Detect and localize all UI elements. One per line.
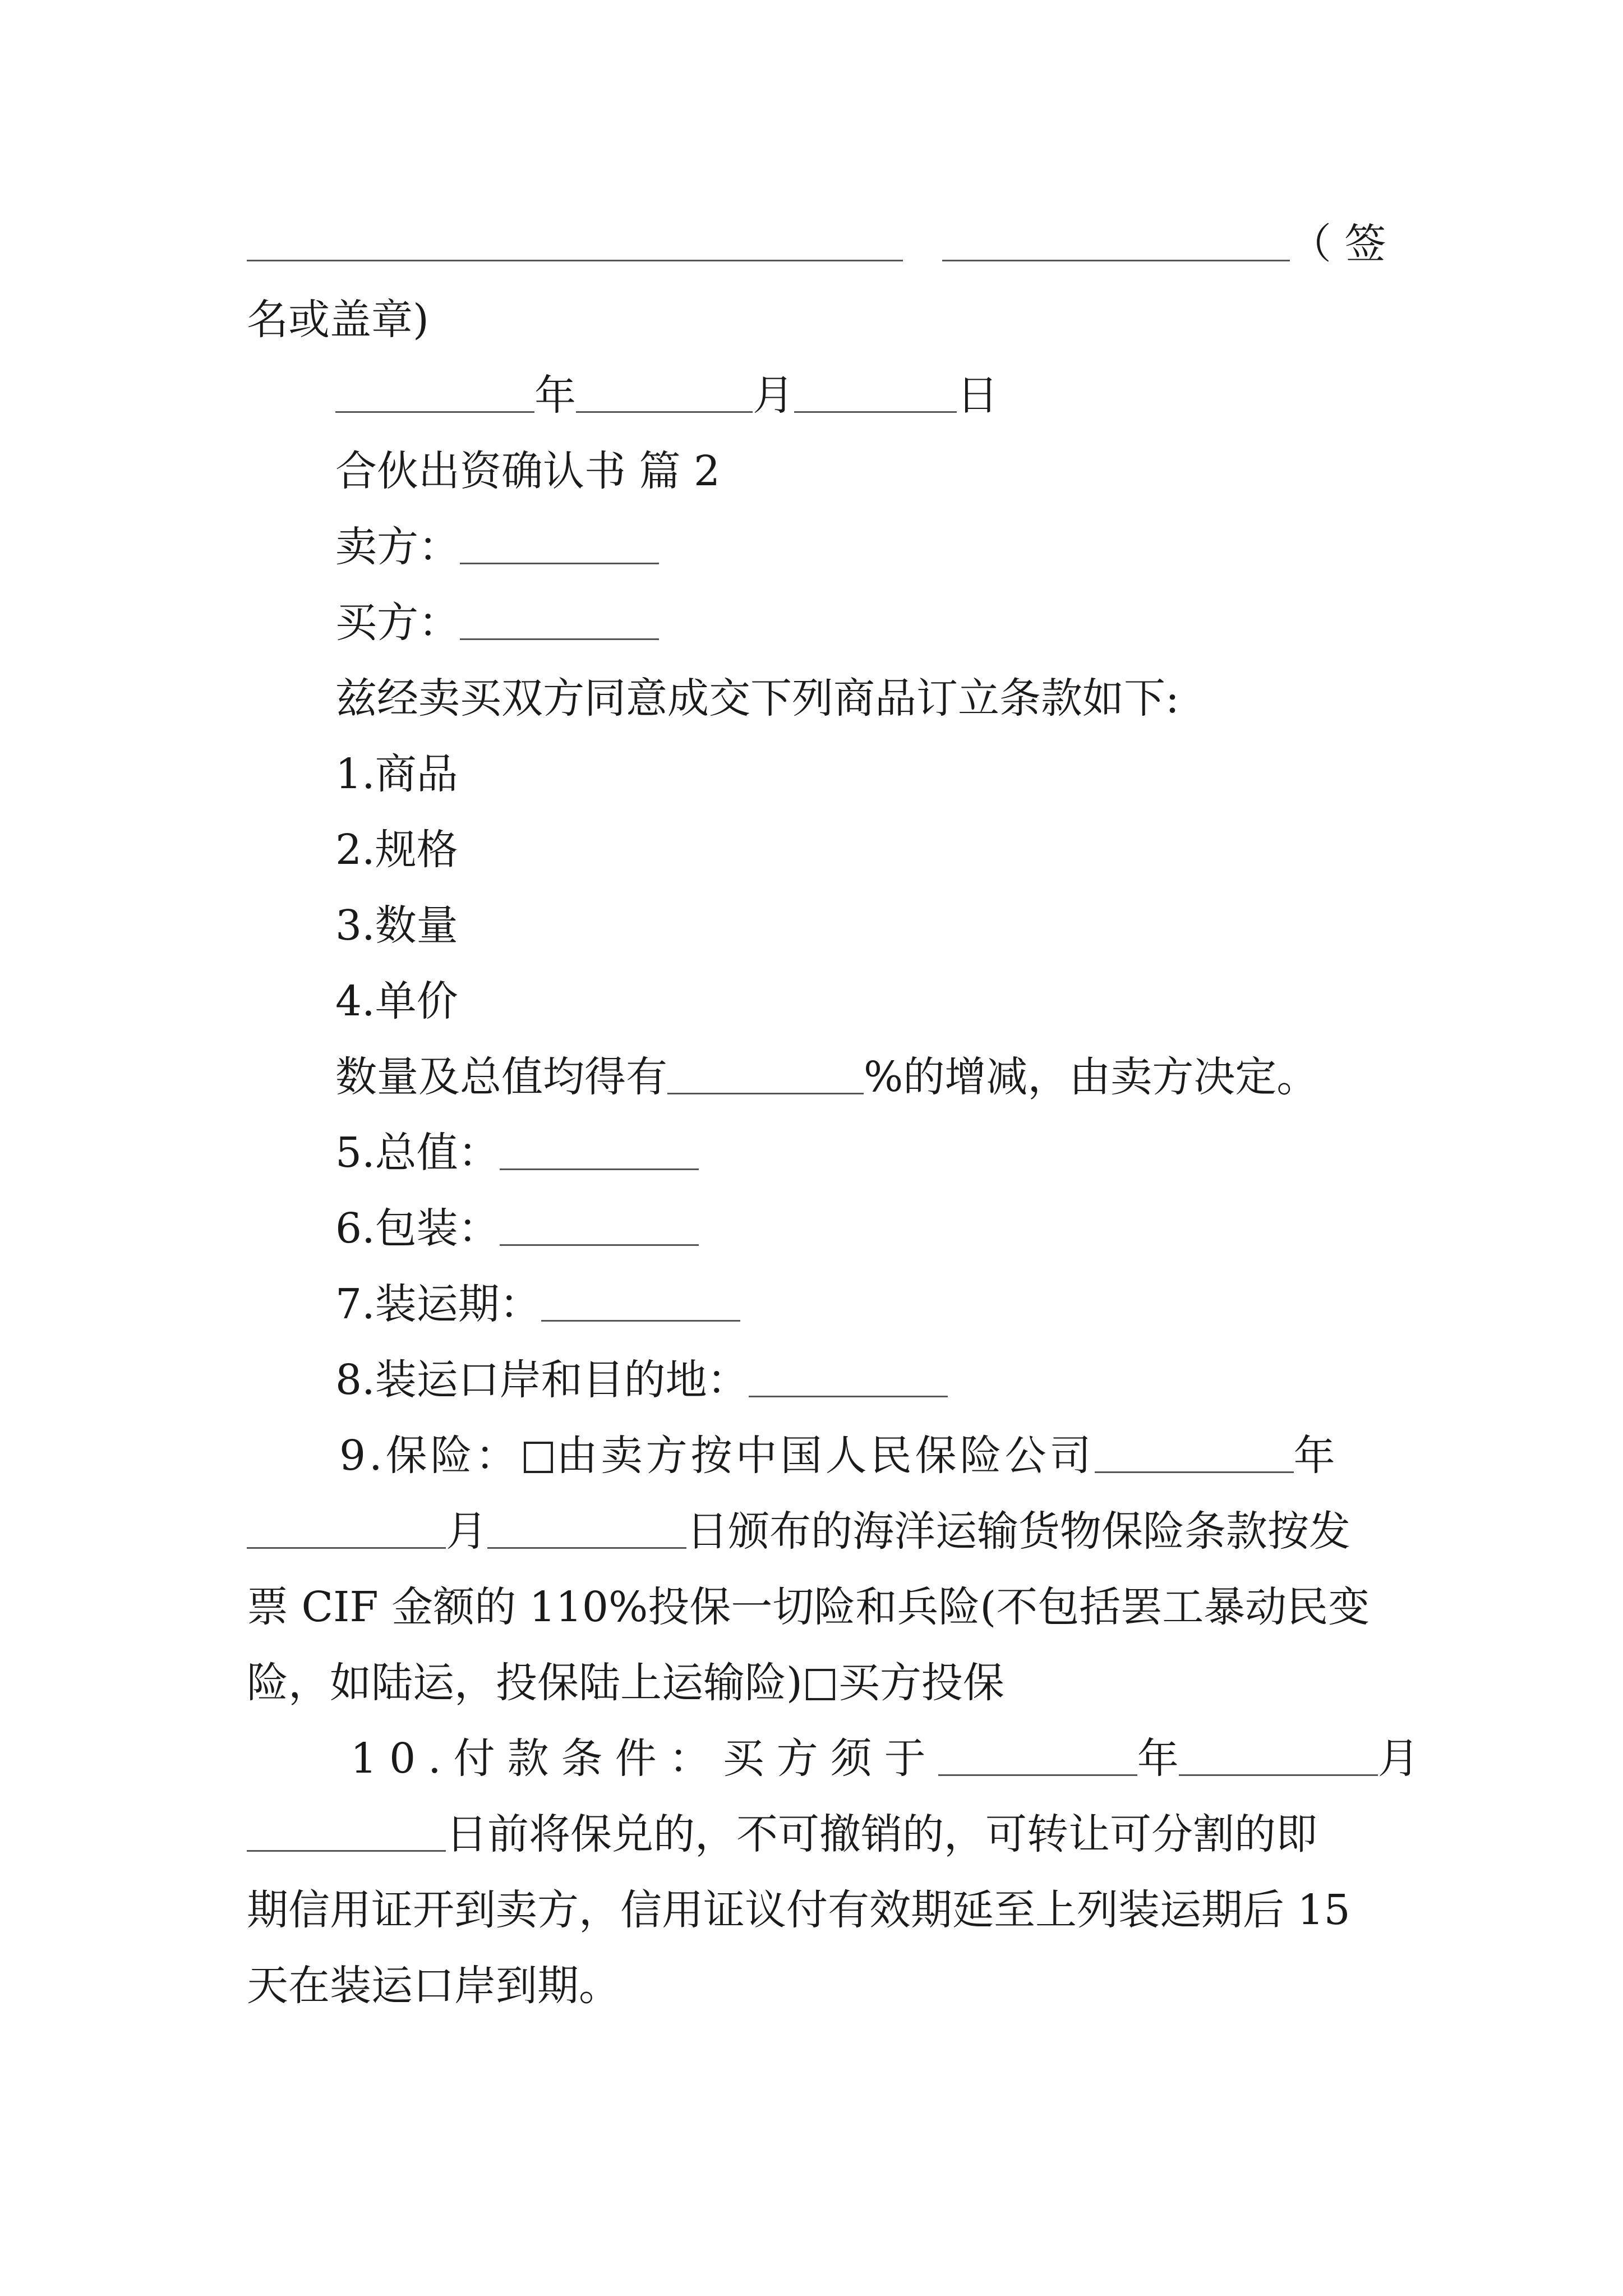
payment-month-blank[interactable] xyxy=(1179,1735,1378,1776)
insurance-text-f: 票 CIF 金额的 110%投保一切险和兵险(不包括罢工暴动民变 xyxy=(247,1583,1370,1631)
insurance-text-b: 由卖方按中国人民保险公司 xyxy=(556,1432,1095,1480)
insurance-month-label: 月 xyxy=(446,1507,487,1556)
item-4-text: 4.单价 xyxy=(335,977,458,1025)
insurance-text-g: 险，如陆运，投保陆上运输险) xyxy=(247,1659,803,1707)
item-5 xyxy=(335,1125,699,1181)
payment-line-4 xyxy=(247,1958,620,2014)
year-label: 年 xyxy=(534,371,576,420)
insurance-line-2 xyxy=(247,1503,1350,1559)
insurance-text-h: 买方投保 xyxy=(838,1659,1004,1707)
section-title xyxy=(335,443,720,499)
month-blank[interactable] xyxy=(576,372,753,413)
item-1-text: 1.商品 xyxy=(335,750,458,798)
buyer-label: 买方： xyxy=(335,599,460,647)
item-5-text: 5.总值： xyxy=(335,1129,500,1177)
insurance-label: 9.保险： xyxy=(339,1432,520,1480)
item-4 xyxy=(335,973,458,1029)
intro-line xyxy=(335,670,1179,726)
item-7 xyxy=(335,1276,740,1332)
insurance-year-label: 年 xyxy=(1293,1432,1335,1480)
payment-line-3 xyxy=(247,1882,1350,1938)
buyer-line xyxy=(335,595,659,651)
year-blank[interactable] xyxy=(335,372,534,413)
port-blank[interactable] xyxy=(749,1356,948,1397)
tolerance-blank[interactable] xyxy=(667,1053,864,1094)
item-6-text: 6.包装： xyxy=(335,1204,500,1253)
sign-label-cont-text: 名或盖章) xyxy=(247,296,429,344)
seller-label: 卖方： xyxy=(335,523,460,571)
insurance-line-1 xyxy=(339,1428,1335,1484)
signature-blank-1[interactable] xyxy=(247,220,903,261)
payment-text-f: 天在装运口岸到期。 xyxy=(247,1962,620,2010)
insurance-text-e: 日颁布的海洋运输货物保险条款按发 xyxy=(686,1507,1350,1556)
buyer-insures-checkbox[interactable] xyxy=(806,1669,835,1700)
insurance-year-blank[interactable] xyxy=(1095,1432,1294,1473)
payment-year-blank[interactable] xyxy=(938,1735,1137,1776)
buyer-blank[interactable] xyxy=(460,599,659,640)
insurance-month-blank[interactable] xyxy=(247,1508,446,1549)
shipment-blank[interactable] xyxy=(541,1281,740,1322)
packing-blank[interactable] xyxy=(500,1205,699,1246)
payment-text-d: 日前将保兑的，不可撤销的，可转让可分割的即 xyxy=(446,1810,1317,1858)
section-title-text: 合伙出资确认书 篇 2 xyxy=(335,447,721,495)
item-8 xyxy=(335,1352,948,1408)
payment-line-1 xyxy=(351,1731,1419,1787)
sign-label-continued xyxy=(247,292,429,348)
payment-line-2 xyxy=(247,1806,1317,1862)
item-1 xyxy=(335,746,458,802)
payment-year-label: 年 xyxy=(1137,1734,1179,1783)
signature-line xyxy=(247,216,1386,272)
insurance-line-4 xyxy=(247,1655,1004,1711)
payment-text-e: 期信用证开到卖方，信用证议付有效期延至上列装运期后 15 xyxy=(247,1886,1350,1934)
tolerance-text-a: 数量及总值均得有 xyxy=(335,1053,667,1101)
item-7-text: 7.装运期： xyxy=(335,1280,541,1328)
intro-text: 兹经卖买双方同意成交下列商品订立条款如下: xyxy=(335,674,1179,723)
payment-month-label: 月 xyxy=(1377,1734,1419,1783)
item-6 xyxy=(335,1200,699,1257)
seller-blank[interactable] xyxy=(460,523,659,564)
month-label: 月 xyxy=(753,371,794,420)
payment-label: 10.付款条件：买方须于 xyxy=(351,1734,938,1783)
date-line xyxy=(335,367,998,424)
signature-blank-2[interactable] xyxy=(942,220,1290,261)
item-3 xyxy=(335,898,458,954)
seller-insures-checkbox[interactable] xyxy=(524,1442,553,1473)
item-2-text: 2.规格 xyxy=(335,826,458,874)
day-blank[interactable] xyxy=(794,372,957,413)
item-3-text: 3.数量 xyxy=(335,901,458,950)
seller-line xyxy=(335,519,659,575)
tolerance-text-b: %的增减，由卖方决定。 xyxy=(864,1053,1318,1101)
total-value-blank[interactable] xyxy=(500,1129,699,1170)
day-label: 日 xyxy=(957,371,998,420)
item-2 xyxy=(335,822,458,878)
insurance-day-blank[interactable] xyxy=(487,1508,686,1549)
payment-day-blank[interactable] xyxy=(247,1811,446,1852)
item-8-text: 8.装运口岸和目的地： xyxy=(335,1356,749,1404)
sign-label: （ 签 xyxy=(1290,220,1386,268)
insurance-line-3 xyxy=(247,1579,1370,1635)
tolerance-line xyxy=(335,1049,1318,1105)
